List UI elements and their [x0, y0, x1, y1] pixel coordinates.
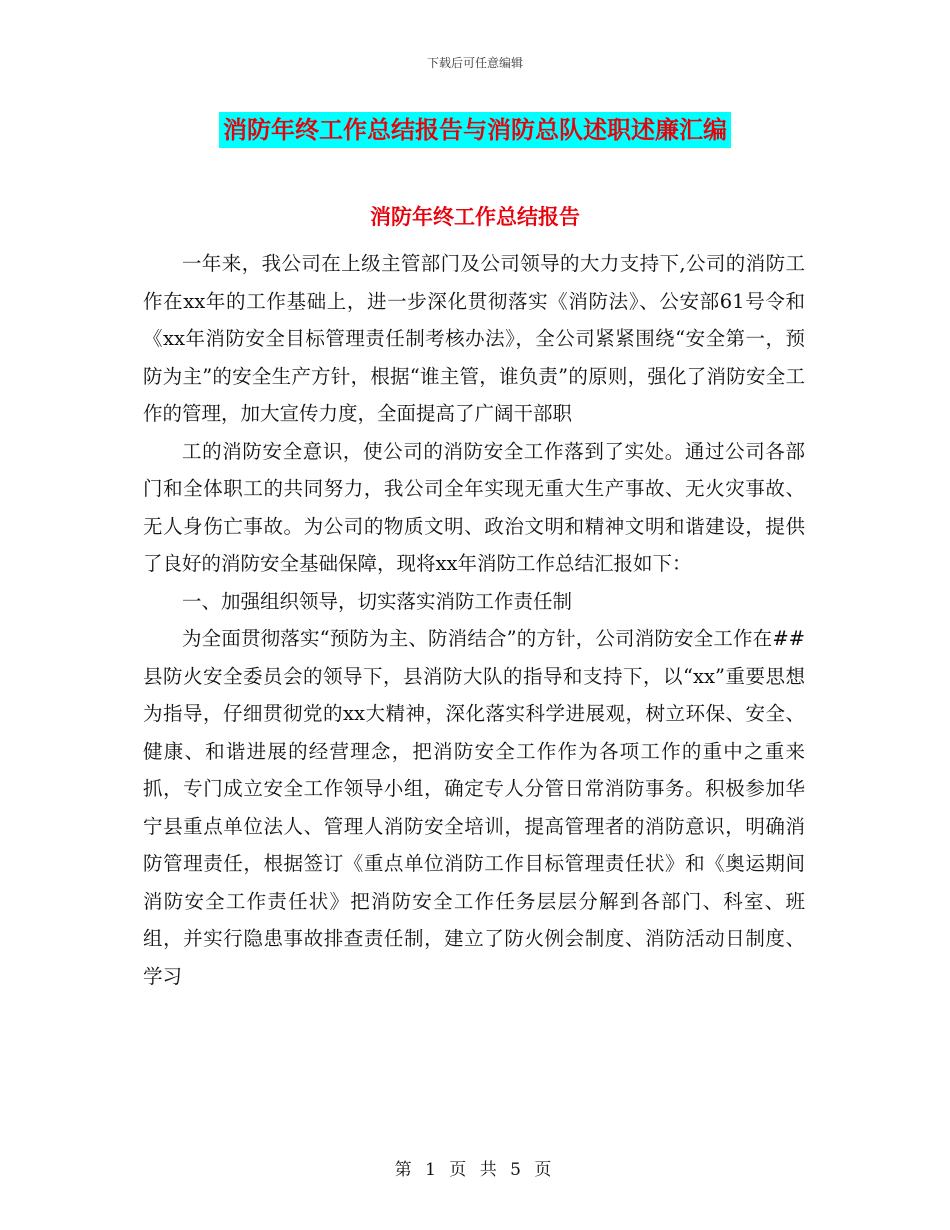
paragraph: 一年来，我公司在上级主管部门及公司领导的大力支持下,公司的消防工作在xx年的工作基础上，进一步深化贯彻落实《消防法》、公安部61号令和《xx年消防安全目标管理责任制考核办法》，全公司紧紧围绕“安全第一，预防为主”的安全生产方针，根据“谁主管，谁负责”的原则，强化了消防安全工作的管理，加大宣传力度，全面提高了广阔干部职	[143, 252, 805, 425]
section-title: 消防年终工作总结报告	[370, 204, 580, 229]
paragraph-heading: 一、加强组织领导，切实落实消防工作责任制	[182, 589, 573, 613]
document-body	[143, 245, 805, 995]
document-title: 消防年终工作总结报告与消防总队述职述廉汇编	[219, 112, 731, 148]
page-number-footer: 第 1 页 共 5 页	[394, 1160, 556, 1180]
paragraph: 为全面贯彻落实“预防为主、防消结合”的方针，公司消防安全工作在##县防火安全委员会的领导下，县消防大队的指导和支持下，以“xx”重要思想为指导，仔细贯彻党的xx大精神，深化落实科学进展观，树立环保、安全、健康、和谐进展的经营理念，把消防安全工作作为各项工作的重中之重来抓，专门成立安全工作领导小组，确定专人分管日常消防事务。积极参加华宁县重点单位法人、管理人消防安全培训，提高管理者的消防意识，明确消防管理责任，根据签订《重点单位消防工作目标管理责任状》和《奥运期间消防安全工作责任状》把消防安全工作任务层层分解到各部门、科室、班组，并实行隐患事故排查责任制，建立了防火例会制度、消防活动日制度、学习	[143, 627, 805, 988]
paragraph: 工的消防安全意识，使公司的消防安全工作落到了实处。通过公司各部门和全体职工的共同努力，我公司全年实现无重大生产事故、无火灾事故、无人身伤亡事故。为公司的物质文明、政治文明和精神文明和谐建设，提供了良好的消防安全基础保障，现将xx年消防工作总结汇报如下：	[143, 439, 805, 575]
page-header-note: 下载后可任意编辑	[426, 56, 523, 70]
document-title-container	[0, 112, 950, 148]
